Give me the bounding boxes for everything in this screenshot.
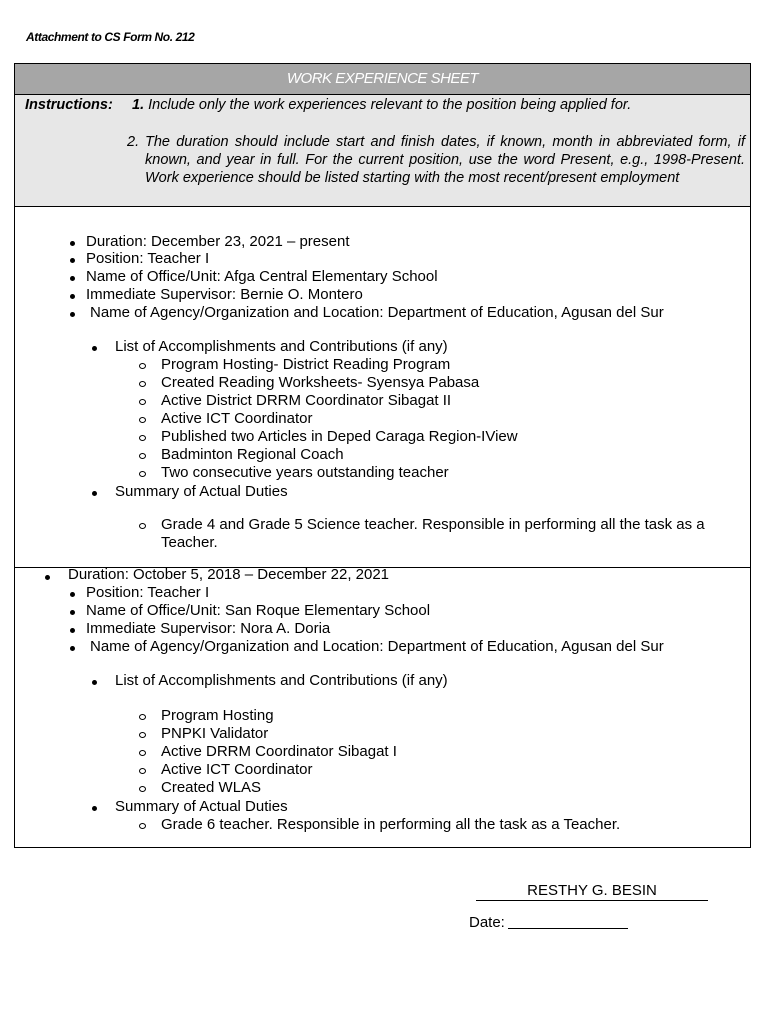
sub-bullet-icon [139, 786, 146, 792]
entry-duration: Duration: October 5, 2018 – December 22, 2021 [68, 566, 390, 583]
sub-bullet-icon [139, 714, 146, 720]
bullet-icon [70, 592, 75, 597]
instructions-lead: Instructions: [25, 97, 113, 113]
accomplishment-item: Active ICT Coordinator [161, 410, 313, 427]
attachment-label: Attachment to CS Form No. 212 [26, 30, 195, 44]
bullet-icon [92, 680, 97, 685]
instruction-1-number: 1. [132, 97, 145, 113]
accomplishments-label: List of Accomplishments and Contributions (if any) [115, 338, 448, 355]
sub-bullet-icon [139, 768, 146, 774]
sub-bullet-icon [139, 823, 146, 829]
sub-bullet-icon [139, 417, 146, 423]
date-blank-line [508, 914, 628, 929]
sub-bullet-icon [139, 435, 146, 441]
signature-name: RESTHY G. BESIN [476, 882, 708, 901]
accomplishment-item: Active ICT Coordinator [161, 761, 313, 778]
instruction-2-text: The duration should include start and finish dates, if known, month in abbreviated form, if known, and year in full. For the current position, use the word Present, e.g., 1998-Present. Work experience should be listed starting with the most recent/present employment [145, 134, 745, 186]
sub-bullet-icon [139, 471, 146, 477]
duties-text-continued: Teacher. [161, 534, 218, 551]
entry-position: Position: Teacher I [86, 250, 210, 267]
accomplishment-item: Active DRRM Coordinator Sibagat I [161, 743, 397, 760]
duties-label: Summary of Actual Duties [115, 798, 288, 815]
sub-bullet-icon [139, 750, 146, 756]
entry-supervisor: Immediate Supervisor: Nora A. Doria [86, 620, 331, 637]
date-label: Date: [469, 914, 505, 931]
bullet-icon [70, 646, 75, 651]
accomplishment-item: PNPKI Validator [161, 725, 269, 742]
accomplishment-item: Two consecutive years outstanding teacher [161, 464, 449, 481]
accomplishment-item: Created Reading Worksheets- Syensya Pabasa [161, 374, 480, 391]
entry-position: Position: Teacher I [86, 584, 210, 601]
accomplishments-label: List of Accomplishments and Contributions (if any) [115, 672, 448, 689]
accomplishment-item: Published two Articles in Deped Caraga Region-IView [161, 428, 518, 445]
entry-agency: Name of Agency/Organization and Location: Department of Education, Agusan del Sur [90, 304, 664, 321]
work-experience-sheet [14, 63, 751, 848]
bullet-icon [45, 575, 50, 580]
bullet-icon [70, 241, 75, 246]
instruction-2 [127, 133, 745, 187]
accomplishment-item: Created WLAS [161, 779, 262, 796]
sheet-title: WORK EXPERIENCE SHEET [15, 64, 750, 95]
bullet-icon [70, 610, 75, 615]
bullet-icon [70, 628, 75, 633]
entry-supervisor: Immediate Supervisor: Bernie O. Montero [86, 286, 363, 303]
entry-duration: Duration: December 23, 2021 – present [86, 233, 350, 250]
instructions-panel [15, 95, 750, 207]
bullet-icon [70, 312, 75, 317]
sub-bullet-icon [139, 732, 146, 738]
accomplishment-item: Program Hosting- District Reading Program [161, 356, 451, 373]
sub-bullet-icon [139, 453, 146, 459]
sub-bullet-icon [139, 523, 146, 529]
instruction-1-text: Include only the work experiences relevant to the position being applied for. [148, 97, 632, 113]
duties-label: Summary of Actual Duties [115, 483, 288, 500]
bullet-icon [92, 806, 97, 811]
instruction-1 [132, 97, 631, 113]
instruction-2-number: 2. [127, 134, 140, 150]
entry-agency: Name of Agency/Organization and Location: Department of Education, Agusan del Sur [90, 638, 664, 655]
date-field [469, 914, 628, 931]
sub-bullet-icon [139, 381, 146, 387]
accomplishment-item: Active District DRRM Coordinator Sibagat II [161, 392, 452, 409]
duties-text: Grade 4 and Grade 5 Science teacher. Responsible in performing all the task as a [161, 516, 705, 533]
entry-office: Name of Office/Unit: San Roque Elementary School [86, 602, 431, 619]
sub-bullet-icon [139, 363, 146, 369]
accomplishment-item: Program Hosting [161, 707, 274, 724]
entry-office: Name of Office/Unit: Afga Central Elementary School [86, 268, 438, 285]
sub-bullet-icon [139, 399, 146, 405]
bullet-icon [92, 491, 97, 496]
bullet-icon [70, 258, 75, 263]
bullet-icon [92, 346, 97, 351]
duties-text: Grade 6 teacher. Responsible in performing all the task as a Teacher. [161, 816, 621, 833]
bullet-icon [70, 276, 75, 281]
bullet-icon [70, 294, 75, 299]
accomplishment-item: Badminton Regional Coach [161, 446, 344, 463]
